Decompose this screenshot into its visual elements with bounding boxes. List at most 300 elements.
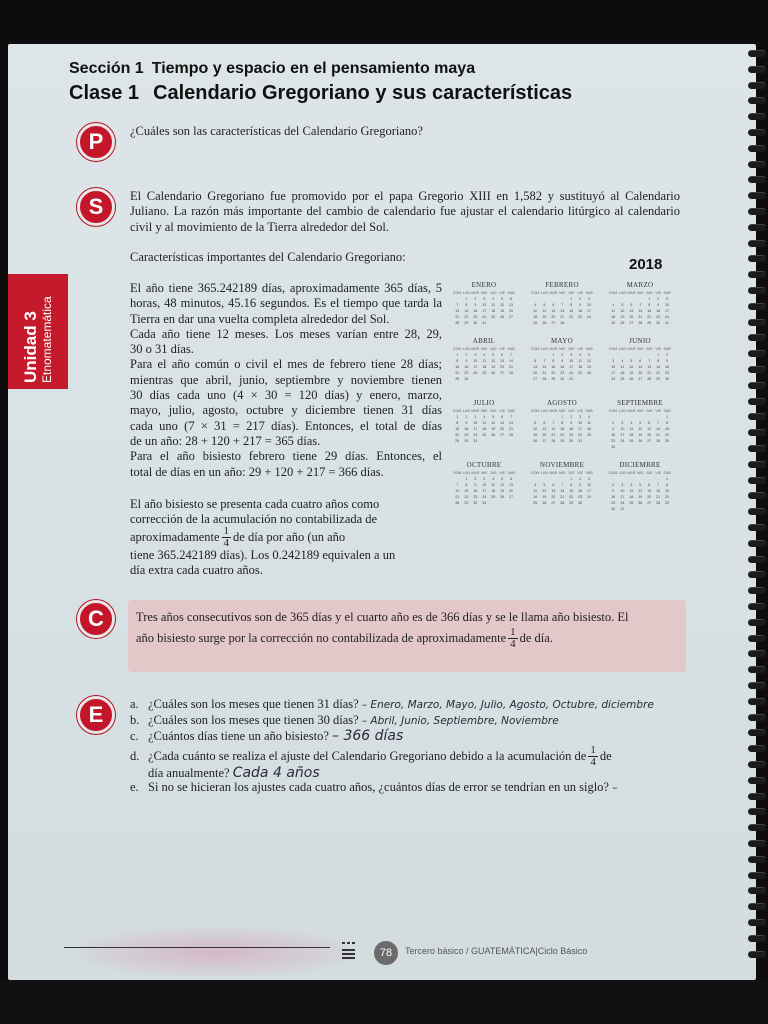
calendar-day: 17	[473, 365, 478, 369]
calendar-day: 26	[587, 371, 592, 375]
char-line: El año tiene 365.242189 días, aproximadamente 365 días, 5	[130, 281, 442, 295]
empty-day	[654, 477, 662, 482]
empty-day	[453, 477, 461, 482]
calendar-day: 17	[569, 365, 574, 369]
handwritten-answer: – 366 días	[332, 728, 404, 744]
calendar-day: 2	[570, 415, 573, 419]
calendar-day: 29	[551, 377, 556, 381]
calendar-day: 4	[630, 483, 633, 487]
calendar-day: 12	[542, 309, 547, 313]
calendar-day: 25	[482, 433, 487, 437]
calendar-day: 21	[656, 495, 661, 499]
calendar-day: 6	[510, 297, 513, 301]
calendar-day: 10	[473, 421, 478, 425]
calendar-day: 21	[560, 495, 565, 499]
calendar-day: 8	[465, 483, 468, 487]
calendar-day: 21	[509, 365, 514, 369]
calendar-day: 4	[483, 415, 486, 419]
calendar-year: 2018	[629, 256, 663, 273]
spiral-coil	[748, 492, 766, 499]
weekday-header: MIE	[637, 347, 644, 351]
fraction-quarter: $\frac{1}{4}$	[510, 626, 516, 651]
calendar-day: 16	[473, 489, 478, 493]
calendar-day: 26	[533, 439, 538, 443]
calendar-day: 30	[464, 377, 469, 381]
calendar-day: 10	[482, 303, 487, 307]
month-name: OCTUBRE	[466, 461, 502, 469]
calendar-day: 26	[491, 371, 496, 375]
month-name: ABRIL	[472, 337, 496, 345]
footer-text: Tercero básico / GUATEMÁTICA|Ciclo Básico	[405, 946, 588, 956]
calendar-day: 15	[647, 309, 652, 313]
calendar-day: 17	[665, 309, 670, 313]
calendar-day: 26	[620, 321, 625, 325]
calendar-day: 31	[578, 439, 583, 443]
weekday-header: JUE	[645, 409, 653, 413]
calendar-day: 15	[464, 489, 469, 493]
calendar-day: 7	[639, 303, 642, 307]
calendar-day: 8	[657, 359, 660, 363]
calendar-day: 19	[491, 427, 496, 431]
weekday-header: VIE	[655, 291, 662, 295]
weekday-header: DOM	[531, 471, 540, 475]
leap-year-paragraph	[130, 497, 430, 578]
weekday-header: SAB	[585, 347, 593, 351]
calendar-day: 1	[456, 415, 459, 419]
weekday-header: DOM	[531, 291, 540, 295]
spiral-coil	[748, 129, 766, 136]
calendar-day: 20	[500, 365, 505, 369]
calendar-day: 12	[491, 359, 496, 363]
exercise-a: a. ¿Cuáles son los meses que tienen 31 días? – Enero, Marzo, Mayo, Julio, Agosto, Octubre, diciembre	[130, 697, 654, 711]
calendar-day: 23	[665, 371, 670, 375]
calendar-day: 2	[612, 421, 615, 425]
calendar-day: 13	[542, 427, 547, 431]
calendar-day: 2	[579, 297, 582, 301]
empty-day	[627, 477, 635, 482]
calendar-day: 8	[570, 303, 573, 307]
calendar-day: 24	[587, 495, 592, 499]
calendar-day: 24	[482, 495, 487, 499]
calendar-day: 20	[542, 433, 547, 437]
char-line: 30 o 31 días.	[130, 342, 194, 357]
calendar-day: 27	[551, 501, 556, 505]
calendar-day: 29	[455, 439, 460, 443]
calendar-day: 5	[639, 421, 642, 425]
calendar-day: 16	[464, 365, 469, 369]
exercise-e: e. Si no se hicieran los ajustes cada cuatro años, ¿cuántos días de error se tendrían en un siglo? –	[130, 780, 618, 794]
empty-day	[618, 415, 626, 420]
weekday-header: MAR	[471, 291, 480, 295]
spiral-coil	[748, 619, 766, 626]
empty-day	[645, 353, 653, 358]
calendar-day: 4	[579, 353, 582, 357]
char-line: Cada año tiene 12 meses. Los meses varían entre 28, 29,	[130, 326, 442, 341]
calendar-day: 17	[482, 489, 487, 493]
calendar-day: 25	[491, 495, 496, 499]
calendar-day: 15	[560, 427, 565, 431]
weekday-header: MAR	[627, 409, 636, 413]
calendar-day: 18	[611, 315, 616, 319]
weekday-header: VIE	[577, 409, 584, 413]
calendar-day: 18	[533, 495, 538, 499]
calendar-day: 12	[587, 359, 592, 363]
calendar-month-mayo	[531, 337, 593, 382]
calendar-day: 22	[647, 315, 652, 319]
calendar-day: 5	[543, 303, 546, 307]
spiral-coil	[748, 82, 766, 89]
spiral-coil	[748, 240, 766, 247]
calendar-day: 22	[665, 433, 670, 437]
weekday-header: MAR	[549, 291, 558, 295]
class-heading	[69, 82, 572, 105]
calendar-day: 5	[630, 359, 633, 363]
calendar-day: 29	[455, 377, 460, 381]
calendar-day: 15	[569, 489, 574, 493]
weekday-header: SAB	[663, 409, 671, 413]
calendar-day: 1	[657, 353, 660, 357]
calendar-day: 6	[552, 303, 555, 307]
calendar-day: 20	[551, 495, 556, 499]
conclusion-line-2-end: de día.	[519, 631, 553, 646]
empty-day	[636, 353, 644, 358]
empty-day	[531, 415, 539, 420]
calendar-day: 3	[588, 477, 591, 481]
calendar-day: 5	[621, 303, 624, 307]
weekday-header: JUE	[645, 471, 653, 475]
calendar-day: 12	[500, 483, 505, 487]
weekday-header: LUN	[540, 291, 548, 295]
calendar-day: 29	[464, 501, 469, 505]
weekday-header: DOM	[609, 347, 618, 351]
calendar-day: 18	[482, 365, 487, 369]
calendar-day: 3	[474, 415, 477, 419]
calendar-day: 13	[551, 489, 556, 493]
calendar-day: 6	[648, 483, 651, 487]
calendar-day: 25	[533, 501, 538, 505]
exercise-question: Si no se hicieran los ajustes cada cuatro años, ¿cuántos días de error se tendrían en un siglo?	[148, 780, 609, 794]
month-name: ENERO	[471, 281, 497, 289]
weekday-header: DOM	[609, 291, 618, 295]
empty-day	[636, 477, 644, 482]
calendar-day: 25	[587, 433, 592, 437]
spiral-coil	[748, 856, 766, 863]
exercise-question: ¿Cuáles son los meses que tienen 31 días?	[148, 697, 359, 711]
spiral-coil	[748, 682, 766, 689]
month-name: FEBRERO	[545, 281, 579, 289]
calendar-day: 24	[578, 433, 583, 437]
calendar-day: 24	[620, 439, 625, 443]
calendar-day: 7	[510, 353, 513, 357]
weekday-header: LUN	[540, 347, 548, 351]
calendar-day: 10	[620, 489, 625, 493]
calendar-day: 8	[465, 303, 468, 307]
empty-day	[636, 415, 644, 420]
empty-day	[540, 353, 548, 358]
calendar-day: 28	[551, 439, 556, 443]
calendar-day: 27	[542, 439, 547, 443]
spiral-coil	[748, 429, 766, 436]
calendar-day: 24	[473, 371, 478, 375]
spiral-coil	[748, 50, 766, 57]
calendar-day: 28	[638, 321, 643, 325]
calendar-day: 18	[578, 365, 583, 369]
calendar-day: 5	[534, 421, 537, 425]
weekday-header: JUE	[645, 291, 653, 295]
calendar-day: 12	[629, 365, 634, 369]
calendar-day: 16	[473, 309, 478, 313]
calendar-day: 27	[638, 377, 643, 381]
calendar-day: 29	[464, 321, 469, 325]
char-line: de un año: 28 + 120 + 217 = 365 días.	[130, 433, 321, 448]
calendar-day: 7	[552, 421, 555, 425]
weekday-header: MAR	[627, 347, 636, 351]
calendar-day: 2	[561, 353, 564, 357]
weekday-header: JUE	[489, 347, 497, 351]
calendar-day: 11	[491, 303, 496, 307]
calendar-day: 1	[648, 297, 651, 301]
calendar-day: 17	[587, 309, 592, 313]
calendar-day: 9	[561, 359, 564, 363]
calendar-day: 3	[579, 415, 582, 419]
characteristics-title: Características importantes del Calendario Gregoriano:	[130, 250, 406, 264]
calendar-day: 10	[587, 303, 592, 307]
empty-day	[645, 477, 653, 482]
month-grid	[453, 347, 515, 382]
calendar-day: 28	[560, 501, 565, 505]
spiral-coil	[748, 66, 766, 73]
calendar-day: 8	[456, 359, 459, 363]
calendar-day: 10	[620, 427, 625, 431]
calendar-day: 23	[611, 439, 616, 443]
conclusion-line-2: año bisiesto surge por la corrección no contabilizada de aproximadamente	[136, 631, 507, 646]
calendar-day: 28	[509, 371, 514, 375]
calendar-day: 26	[500, 495, 505, 499]
spiral-coil	[748, 398, 766, 405]
calendar-month-noviembre	[531, 461, 593, 506]
calendar-day: 4	[534, 483, 537, 487]
weekday-header: MIE	[481, 471, 488, 475]
empty-day	[618, 297, 626, 302]
leap-line: tiene 365.242189 días). Los 0.242189 equivalen a un	[130, 547, 396, 562]
calendar-day: 17	[578, 427, 583, 431]
spiral-coil	[748, 224, 766, 231]
calendar-day: 8	[666, 483, 669, 487]
calendar-day: 6	[639, 359, 642, 363]
calendar-day: 6	[501, 353, 504, 357]
calendar-day: 17	[620, 495, 625, 499]
calendar-day: 23	[464, 433, 469, 437]
calendar-day: 5	[501, 477, 504, 481]
calendar-day: 19	[500, 309, 505, 313]
calendar-day: 9	[570, 421, 573, 425]
month-grid	[609, 291, 671, 326]
calendar-day: 12	[542, 489, 547, 493]
calendar-day: 20	[509, 489, 514, 493]
solution-intro: El Calendario Gregoriano fue promovido por el papa Gregorio XIII en 1,582 y sustituyó al Calendario Juliano. La razón más importante del cambio de calendario fue ajustar el calendario litúrgico al calendario civil y al movimiento de la Tierra alrededor del Sol.	[130, 189, 680, 234]
calendar-day: 7	[657, 421, 660, 425]
month-name: DICIEMBRE	[619, 461, 661, 469]
calendar-day: 10	[587, 483, 592, 487]
calendar-day: 19	[620, 315, 625, 319]
section-number: Sección 1	[69, 60, 144, 77]
calendar-day: 7	[543, 359, 546, 363]
calendar-day: 9	[579, 303, 582, 307]
spiral-coil	[748, 271, 766, 278]
calendar-day: 11	[533, 309, 538, 313]
calendar-day: 19	[638, 495, 643, 499]
calendar-day: 5	[492, 415, 495, 419]
calendar-day: 4	[588, 415, 591, 419]
calendar-day: 9	[612, 427, 615, 431]
weekday-header: VIE	[499, 347, 506, 351]
calendar-day: 24	[587, 315, 592, 319]
weekday-header: LUN	[462, 291, 470, 295]
spiral-coil	[748, 650, 766, 657]
exercise-question: ¿Cada cuánto se realiza el ajuste del Calendario Gregoriano debido a la acumulación de	[148, 749, 587, 763]
calendar-day: 2	[465, 415, 468, 419]
calendar-day: 21	[638, 315, 643, 319]
calendar-month-abril	[453, 337, 515, 382]
spiral-coil	[748, 287, 766, 294]
month-name: JULIO	[473, 399, 495, 407]
empty-day	[627, 297, 635, 302]
weekday-header: JUE	[567, 409, 575, 413]
calendar-day: 3	[483, 297, 486, 301]
weekday-header: SAB	[507, 291, 515, 295]
empty-day	[531, 297, 539, 302]
calendar-day: 2	[579, 477, 582, 481]
calendar-day: 1	[666, 477, 669, 481]
empty-day	[618, 477, 626, 482]
weekday-header: MIE	[559, 347, 566, 351]
calendar-day: 2	[612, 483, 615, 487]
calendar-day: 13	[647, 427, 652, 431]
calendar-day: 18	[533, 315, 538, 319]
empty-day	[609, 477, 617, 482]
weekday-header: VIE	[655, 347, 662, 351]
month-name: MAYO	[551, 337, 573, 345]
exercise-b: b. ¿Cuáles son los meses que tienen 30 días? – Abril, Junio, Septiembre, Noviembre	[130, 713, 559, 727]
weekday-header: MAR	[471, 471, 480, 475]
calendar-day: 23	[473, 495, 478, 499]
empty-day	[558, 297, 566, 302]
calendar-day: 24	[665, 315, 670, 319]
calendar-day: 17	[620, 433, 625, 437]
calendar-day: 13	[551, 309, 556, 313]
empty-day	[645, 415, 653, 420]
weekday-header: VIE	[655, 409, 662, 413]
calendar-day: 14	[647, 365, 652, 369]
weekday-header: SAB	[663, 347, 671, 351]
exercise-c: c. ¿Cuántos días tiene un año bisiesto? – 366 días	[130, 728, 404, 744]
calendar-day: 18	[620, 371, 625, 375]
calendar-day: 1	[666, 415, 669, 419]
spiral-coil	[748, 666, 766, 673]
calendar-day: 13	[509, 483, 514, 487]
calendar-day: 31	[665, 321, 670, 325]
weekday-header: DOM	[609, 471, 618, 475]
empty-day	[618, 353, 626, 358]
calendar-day: 27	[551, 321, 556, 325]
calendar-day: 9	[579, 483, 582, 487]
calendar-day: 20	[647, 433, 652, 437]
empty-day	[609, 297, 617, 302]
conclusion-badge-icon: C	[77, 600, 115, 638]
char-line: total de días en un año: 29 + 120 + 217 = 366 días.	[130, 464, 384, 479]
empty-day	[453, 297, 461, 302]
spiral-coil	[748, 714, 766, 721]
calendar-day: 24	[473, 433, 478, 437]
handwritten-answer: – Enero, Marzo, Mayo, Julio, Agosto, Octubre, diciembre	[361, 699, 654, 711]
calendar-day: 16	[569, 427, 574, 431]
month-grid	[609, 409, 671, 450]
calendar-day: 30	[464, 439, 469, 443]
weekday-header: MIE	[559, 409, 566, 413]
empty-day	[549, 477, 557, 482]
calendar-day: 30	[656, 321, 661, 325]
weekday-header: JUE	[567, 291, 575, 295]
class-number: Clase 1	[69, 82, 140, 104]
spiral-coil	[748, 729, 766, 736]
spiral-coil	[748, 113, 766, 120]
calendar-day: 29	[656, 377, 661, 381]
month-grid	[609, 471, 671, 512]
calendar-day: 14	[455, 489, 460, 493]
calendar-day: 15	[656, 365, 661, 369]
calendar-day: 12	[638, 427, 643, 431]
weekday-header: MAR	[627, 471, 636, 475]
calendar-day: 19	[638, 433, 643, 437]
weekday-header: MIE	[481, 347, 488, 351]
calendar-day: 25	[629, 501, 634, 505]
empty-day	[531, 477, 539, 482]
calendar-day: 15	[665, 489, 670, 493]
leap-line: día extra cada cuatro años.	[130, 562, 263, 577]
ink-smudge	[80, 928, 350, 976]
calendar-day: 30	[569, 439, 574, 443]
weekday-header: MAR	[627, 291, 636, 295]
handwritten-answer: – Abril, Junio, Septiembre, Noviembre	[361, 715, 559, 727]
weekday-header: VIE	[577, 347, 584, 351]
calendar-day: 31	[482, 501, 487, 505]
calendar-day: 3	[621, 421, 624, 425]
spiral-coil	[748, 808, 766, 815]
calendar-day: 1	[456, 353, 459, 357]
calendar-day: 6	[630, 303, 633, 307]
spiral-coil	[748, 366, 766, 373]
calendar-day: 16	[560, 365, 565, 369]
calendar-day: 6	[543, 421, 546, 425]
handwritten-answer: –	[612, 782, 618, 794]
calendar-day: 28	[647, 377, 652, 381]
weekday-header: MIE	[637, 291, 644, 295]
weekday-header: VIE	[655, 471, 662, 475]
spiral-coil	[748, 97, 766, 104]
calendar-day: 22	[665, 495, 670, 499]
calendar-day: 7	[456, 483, 459, 487]
calendar-day: 18	[629, 433, 634, 437]
handwritten-answer: Cada 4 años	[232, 765, 320, 781]
calendar-day: 25	[620, 377, 625, 381]
unit-subtitle: Etnomatemática	[40, 296, 54, 383]
month-grid	[453, 409, 515, 444]
calendar-day: 3	[588, 297, 591, 301]
calendar-day: 10	[665, 303, 670, 307]
calendar-day: 9	[474, 483, 477, 487]
calendar-day: 2	[666, 353, 669, 357]
exercise-question: ¿Cuántos días tiene un año bisiesto?	[148, 729, 329, 743]
